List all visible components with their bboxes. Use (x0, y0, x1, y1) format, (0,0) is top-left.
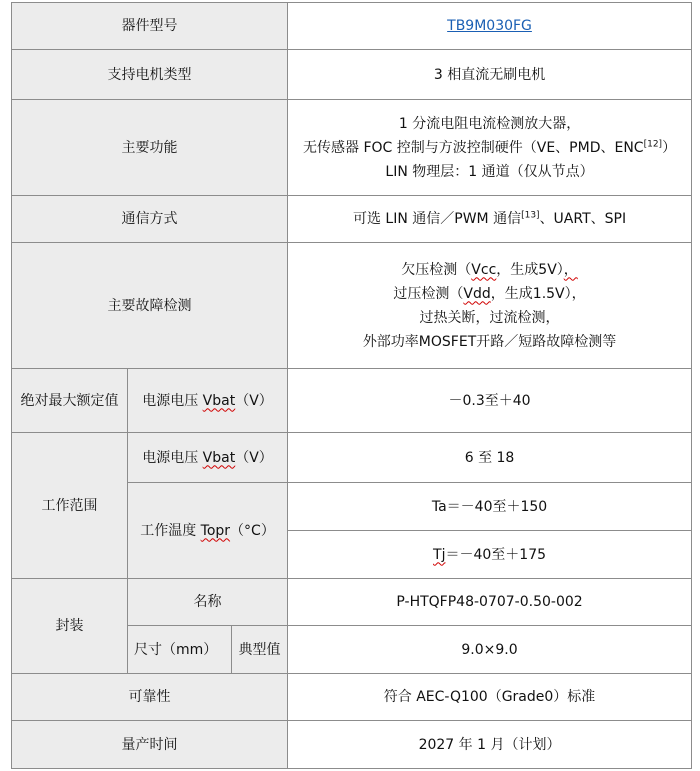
tj-range: ＝－40至＋175 (445, 546, 547, 563)
row-reliability (12, 674, 692, 721)
fault-detection-value (288, 243, 692, 369)
absolute-max-param-b: （V） (235, 392, 273, 409)
row-fault-detection (12, 243, 692, 369)
motor-type-label: 支持电机类型 (12, 50, 288, 100)
fault-line-4: 外部功率MOSFET开路／短路故障检测等 (362, 333, 617, 350)
package-label: 封装 (12, 579, 128, 674)
functions-label: 主要功能 (12, 100, 288, 196)
communication-text-a: 可选 LIN 通信／PWM 通信 (352, 211, 522, 227)
row-motor-type (12, 50, 692, 100)
communication-label: 通信方式 (12, 196, 288, 243)
functions-value (288, 100, 692, 196)
row-package-name (12, 579, 692, 626)
row-absolute-max (12, 369, 692, 433)
row-part-number (12, 3, 692, 50)
package-name-label: 名称 (128, 579, 288, 626)
functions-line-2 (292, 136, 687, 160)
operating-voltage-value: 6 至 18 (288, 433, 692, 483)
fault-line-2 (292, 282, 687, 306)
package-name-value: P-HTQFP48-0707-0.50-002 (288, 579, 692, 626)
operating-range-label: 工作范围 (12, 433, 128, 579)
fault-line-2-b: ，生成1.5V）， (490, 285, 586, 302)
functions-line-2-text: 无传感器 FOC 控制与方波控制硬件（VE、PMD、ENC (303, 139, 644, 156)
fault-line-1-b: ，生成5V） (496, 261, 564, 278)
fault-detection-label: 主要故障检测 (12, 243, 288, 369)
communication-text-b: 、UART、SPI (539, 211, 627, 227)
package-size-value: 9.0×9.0 (288, 626, 692, 674)
vbat-symbol: Vbat (202, 449, 236, 466)
operating-voltage-b: （V） (235, 449, 273, 466)
vcc-symbol: Vcc (471, 261, 497, 278)
tj-value (288, 531, 692, 579)
row-operating-voltage (12, 433, 692, 483)
absolute-max-param-a: 电源电压 (142, 392, 203, 409)
ta-value: Ta＝－40至＋150 (288, 483, 692, 531)
operating-voltage-param (128, 433, 288, 483)
functions-line-1: 1 分流电阻电流检测放大器， (398, 115, 581, 132)
footnote-ref-13: [13] (521, 210, 540, 221)
package-size-label: 尺寸（mm） (128, 626, 232, 674)
functions-line-3: LIN 物理层：1 通道（仅从节点） (385, 163, 594, 180)
absolute-max-label: 绝对最大额定值 (12, 369, 128, 433)
row-mass-production (12, 721, 692, 769)
footnote-ref-12: [12] (643, 138, 663, 149)
fault-line-1-a: 欠压检测（ (401, 261, 472, 278)
tj-symbol: Tj (433, 546, 446, 563)
fault-line-2-a: 过压检测（ (393, 285, 464, 302)
fault-line-1-c: ， (563, 261, 578, 278)
topr-symbol: Topr (200, 522, 231, 539)
operating-temp-a: 工作温度 (140, 522, 201, 539)
spec-table (11, 2, 692, 769)
operating-voltage-a: 电源电压 (142, 449, 203, 466)
mass-production-value: 2027 年 1 月（计划） (288, 721, 692, 769)
operating-temp-param (128, 483, 288, 579)
part-number-cell (288, 3, 692, 50)
vdd-symbol: Vdd (463, 285, 491, 302)
functions-line-2-end: ） (662, 139, 677, 156)
fault-line-1 (292, 258, 687, 282)
motor-type-value: 3 相直流无刷电机 (288, 50, 692, 100)
absolute-max-value: －0.3至＋40 (288, 369, 692, 433)
mass-production-label: 量产时间 (12, 721, 288, 769)
vbat-symbol: Vbat (202, 392, 236, 409)
fault-line-3: 过热关断，过流检测， (419, 309, 560, 326)
row-communication (12, 196, 692, 243)
part-number-label: 器件型号 (12, 3, 288, 50)
reliability-value: 符合 AEC-Q100（Grade0）标准 (288, 674, 692, 721)
operating-temp-b: （°C） (230, 522, 275, 539)
communication-value (288, 196, 692, 243)
row-functions (12, 100, 692, 196)
reliability-label: 可靠性 (12, 674, 288, 721)
absolute-max-param (128, 369, 288, 433)
part-number-link[interactable]: TB9M030FG (447, 18, 532, 34)
package-typ-label: 典型值 (232, 626, 288, 674)
